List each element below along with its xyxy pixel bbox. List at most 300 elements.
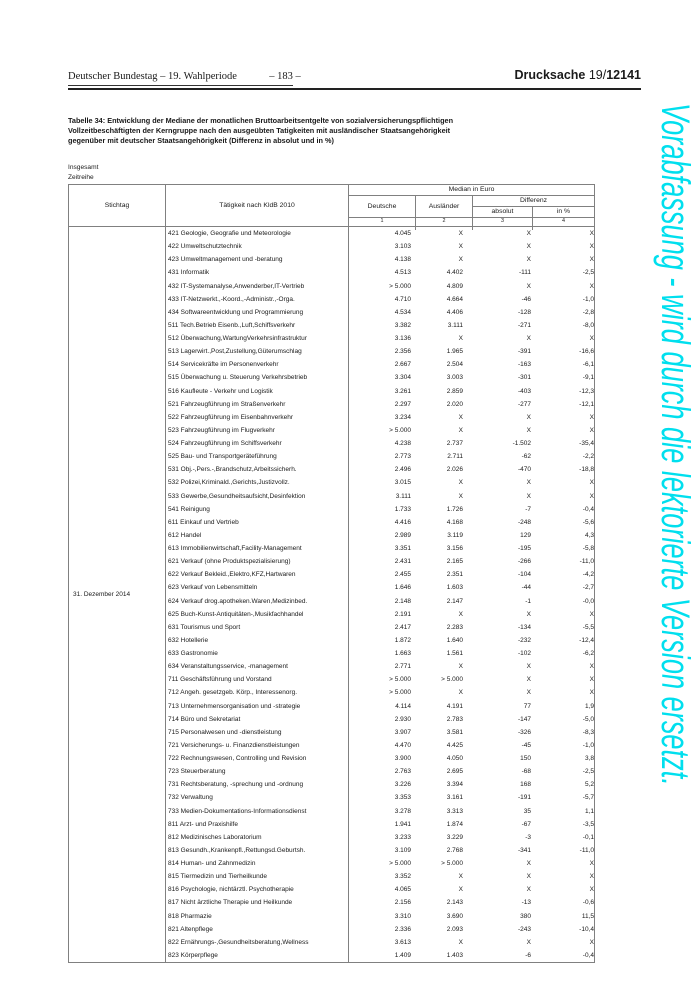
- cell-absolut: -232: [517, 636, 531, 644]
- series-label: Zeitreihe: [68, 174, 94, 181]
- cell-taetigkeit: 816 Psychologie, nichtärztl. Psychotherapie: [166, 883, 349, 896]
- cell-auslaender: 2.283: [446, 623, 463, 631]
- cell-auslaender: X: [458, 873, 463, 881]
- cell-auslaender: X: [458, 413, 463, 421]
- cell-taetigkeit: 522 Fahrzeugführung im Eisenbahnverkehr: [166, 411, 349, 424]
- cell-deutsche: 3.015: [394, 479, 411, 487]
- cell-auslaender: 2.143: [446, 899, 463, 907]
- cell-taetigkeit: 524 Fahrzeugführung im Schiffsverkehr: [166, 437, 349, 450]
- cell-in-pct: 3,8: [584, 755, 594, 763]
- cell-in-pct: -2,2: [582, 453, 594, 461]
- cell-in-pct: -5,8: [582, 545, 594, 553]
- table-row: [166, 726, 596, 739]
- table-row: [166, 266, 596, 279]
- cell-deutsche: 2.356: [394, 348, 411, 356]
- cell-absolut: X: [526, 230, 531, 238]
- table-row: [166, 332, 596, 345]
- cell-absolut: -341: [517, 846, 531, 854]
- table-row: [166, 411, 596, 424]
- cell-in-pct: -1,0: [582, 295, 594, 303]
- drucksache-session: 19/: [585, 68, 607, 82]
- cell-auslaender: 1.726: [446, 505, 463, 513]
- cell-taetigkeit: 515 Überwachung u. Steuerung Verkehrsbetrieb: [166, 371, 349, 384]
- cell-taetigkeit: 422 Umweltschutztechnik: [166, 240, 349, 253]
- cell-in-pct: -12,1: [579, 400, 594, 408]
- cell-in-pct: X: [589, 256, 594, 264]
- cell-auslaender: X: [458, 938, 463, 946]
- cell-deutsche: 4.534: [394, 308, 411, 316]
- cell-deutsche: 3.304: [394, 374, 411, 382]
- cell-auslaender: 1.640: [446, 636, 463, 644]
- cell-taetigkeit: 634 Veranstaltungsservice, -management: [166, 660, 349, 673]
- cell-in-pct: -2,8: [582, 308, 594, 316]
- cell-in-pct: -0,4: [582, 951, 594, 959]
- cell-auslaender: X: [458, 689, 463, 697]
- cell-in-pct: -5,0: [582, 715, 594, 723]
- cell-absolut: -46: [521, 295, 531, 303]
- table-row: [166, 424, 596, 437]
- cell-taetigkeit: 815 Tiermedizin und Tierheilkunde: [166, 870, 349, 883]
- cell-in-pct: X: [589, 663, 594, 671]
- cell-deutsche: 1.663: [394, 650, 411, 658]
- cell-deutsche: 2.156: [394, 899, 411, 907]
- table-row: [166, 595, 596, 608]
- cell-absolut: X: [526, 873, 531, 881]
- table-row: [166, 818, 596, 831]
- cell-in-pct: X: [589, 243, 594, 251]
- cell-auslaender: X: [458, 426, 463, 434]
- cell-deutsche: 2.763: [394, 768, 411, 776]
- cell-taetigkeit: 732 Verwaltung: [166, 791, 349, 804]
- cell-in-pct: -16,6: [579, 348, 594, 356]
- cell-auslaender: 4.406: [446, 308, 463, 316]
- cell-in-pct: X: [589, 230, 594, 238]
- cell-taetigkeit: 612 Handel: [166, 529, 349, 542]
- cell-in-pct: -10,4: [579, 925, 594, 933]
- cell-deutsche: 3.353: [394, 794, 411, 802]
- cell-in-pct: -0,1: [582, 833, 594, 841]
- cell-taetigkeit: 721 Versicherungs- u. Finanzdienstleistungen: [166, 739, 349, 752]
- cell-deutsche: 3.109: [394, 846, 411, 854]
- cell-in-pct: 5,2: [584, 781, 594, 789]
- table-row: [166, 345, 596, 358]
- cell-absolut: 77: [523, 702, 531, 710]
- cell-in-pct: 11,5: [581, 912, 594, 920]
- table-row: [166, 936, 596, 949]
- cell-in-pct: X: [589, 689, 594, 697]
- cell-deutsche: 2.496: [394, 466, 411, 474]
- cell-in-pct: -2,5: [582, 768, 594, 776]
- cell-absolut: X: [526, 256, 531, 264]
- cell-in-pct: 4,3: [584, 531, 594, 539]
- cell-absolut: -7: [525, 505, 531, 513]
- cell-deutsche: 2.989: [394, 531, 411, 539]
- table-row: [166, 306, 596, 319]
- table-title-line1: Tabelle 34: Entwicklung der Mediane der monatlichen Bruttoarbeitsentgelte von sozialversicherungspflichtigen: [68, 116, 454, 125]
- cell-taetigkeit: 711 Geschäftsführung und Vorstand: [166, 673, 349, 686]
- cell-in-pct: X: [589, 479, 594, 487]
- cell-auslaender: 1.965: [446, 348, 463, 356]
- cell-absolut: -266: [517, 558, 531, 566]
- cell-deutsche: 2.930: [394, 715, 411, 723]
- cell-absolut: 380: [520, 912, 531, 920]
- cell-taetigkeit: 632 Hotellerie: [166, 634, 349, 647]
- cell-deutsche: 3.136: [394, 335, 411, 343]
- cell-auslaender: 4.168: [446, 518, 463, 526]
- cell-deutsche: 3.226: [394, 781, 411, 789]
- cell-absolut: -13: [521, 899, 531, 907]
- cell-auslaender: 1.561: [446, 650, 463, 658]
- cell-auslaender: X: [458, 230, 463, 238]
- table-body-rows: [166, 227, 596, 962]
- table-row: [166, 870, 596, 883]
- col-number-4: 4: [533, 218, 594, 227]
- cell-deutsche: 3.111: [395, 492, 411, 500]
- cell-deutsche: > 5.000: [389, 860, 411, 868]
- cell-taetigkeit: 434 Softwareentwicklung und Programmierung: [166, 306, 349, 319]
- cell-absolut: 168: [520, 781, 531, 789]
- data-table: [68, 184, 595, 963]
- cell-deutsche: 4.114: [395, 702, 411, 710]
- cell-auslaender: 1.403: [446, 951, 463, 959]
- cell-absolut: X: [526, 860, 531, 868]
- table-row: [166, 713, 596, 726]
- cell-auslaender: 3.003: [446, 374, 463, 382]
- cell-taetigkeit: 516 Kaufleute - Verkehr und Logistik: [166, 385, 349, 398]
- table-row: [166, 437, 596, 450]
- cell-deutsche: 2.417: [394, 623, 411, 631]
- cell-absolut: X: [526, 426, 531, 434]
- cell-absolut: X: [526, 413, 531, 421]
- cell-deutsche: 4.238: [394, 440, 411, 448]
- table-row: [166, 319, 596, 332]
- table-row: [166, 923, 596, 936]
- cell-auslaender: 2.026: [446, 466, 463, 474]
- cell-auslaender: 2.020: [446, 400, 463, 408]
- cell-taetigkeit: 541 Reinigung: [166, 503, 349, 516]
- cell-auslaender: X: [458, 610, 463, 618]
- cell-taetigkeit: 433 IT-Netzwerkt.,-Koord.,-Administr.,-Orga.: [166, 293, 349, 306]
- table-row: [166, 844, 596, 857]
- cell-absolut: -104: [517, 571, 531, 579]
- cell-taetigkeit: 514 Servicekräfte im Personenverkehr: [166, 358, 349, 371]
- cell-deutsche: 3.907: [394, 728, 411, 736]
- cell-absolut: -470: [517, 466, 531, 474]
- table-row: [166, 805, 596, 818]
- cell-taetigkeit: 431 Informatik: [166, 266, 349, 279]
- cell-taetigkeit: 423 Umweltmanagement und -beratung: [166, 253, 349, 266]
- cell-auslaender: 2.737: [446, 440, 463, 448]
- cell-deutsche: 4.416: [394, 518, 411, 526]
- cell-deutsche: 2.455: [394, 571, 411, 579]
- cell-taetigkeit: 532 Polizei,Kriminald.,Gerichts,Justizvollz.: [166, 476, 349, 489]
- table-row: [166, 398, 596, 411]
- cell-absolut: -62: [521, 453, 531, 461]
- cell-in-pct: -12,3: [579, 387, 594, 395]
- table-row: [166, 752, 596, 765]
- col-header-stichtag: Stichtag: [69, 185, 166, 227]
- cell-auslaender: 4.809: [446, 282, 463, 290]
- cell-in-pct: -1,0: [582, 741, 594, 749]
- table-row: [166, 516, 596, 529]
- table-row: [166, 529, 596, 542]
- cell-auslaender: 4.050: [446, 755, 463, 763]
- cell-deutsche: 4.065: [394, 886, 411, 894]
- cell-in-pct: -6,2: [582, 650, 594, 658]
- cell-absolut: X: [526, 282, 531, 290]
- cell-taetigkeit: 814 Human- und Zahnmedizin: [166, 857, 349, 870]
- cell-in-pct: -0,0: [582, 597, 594, 605]
- cell-taetigkeit: 823 Körperpflege: [166, 949, 349, 962]
- cell-absolut: -128: [517, 308, 531, 316]
- header-rule-thin: [68, 85, 293, 86]
- table-row: [166, 621, 596, 634]
- cell-in-pct: X: [589, 676, 594, 684]
- cell-deutsche: 2.773: [394, 453, 411, 461]
- cell-absolut: -271: [517, 321, 531, 329]
- table-row: [166, 450, 596, 463]
- col-number-2: 2: [416, 218, 473, 227]
- cell-taetigkeit: 731 Rechtsberatung, -sprechung und -ordnung: [166, 778, 349, 791]
- col-number-3: 3: [473, 218, 533, 227]
- cell-deutsche: 3.278: [394, 807, 411, 815]
- cell-in-pct: -11,0: [579, 558, 594, 566]
- table-row: [166, 857, 596, 870]
- cell-absolut: X: [526, 335, 531, 343]
- table-row: [166, 293, 596, 306]
- col-header-differenz-group: Differenz: [473, 196, 594, 207]
- table-row: [166, 883, 596, 896]
- cell-absolut: X: [526, 886, 531, 894]
- cell-deutsche: 1.409: [394, 951, 411, 959]
- table-row: [166, 831, 596, 844]
- cell-absolut: X: [526, 610, 531, 618]
- table-row: [166, 542, 596, 555]
- table-row: [166, 227, 596, 240]
- scope-label: Insgesamt: [68, 164, 99, 171]
- cell-absolut: -326: [517, 728, 531, 736]
- cell-auslaender: X: [458, 479, 463, 487]
- cell-auslaender: X: [458, 256, 463, 264]
- cell-taetigkeit: 714 Büro und Sekretariat: [166, 713, 349, 726]
- cell-in-pct: -5,5: [582, 623, 594, 631]
- cell-deutsche: > 5.000: [389, 426, 411, 434]
- col-header-absolut: absolut: [473, 207, 533, 218]
- col-header-taetigkeit: Tätigkeit nach KldB 2010: [166, 185, 349, 227]
- cell-in-pct: -2,5: [582, 269, 594, 277]
- table-row: [166, 358, 596, 371]
- cell-taetigkeit: 712 Angeh. gesetzgeb. Körp., Interessenorg.: [166, 686, 349, 699]
- cell-absolut: -6: [525, 951, 531, 959]
- drucksache-label: [515, 68, 642, 82]
- cell-in-pct: -4,2: [582, 571, 594, 579]
- cell-taetigkeit: 623 Verkauf von Lebensmitteln: [166, 581, 349, 594]
- cell-auslaender: 4.664: [446, 295, 463, 303]
- cell-deutsche: 2.191: [394, 610, 411, 618]
- table-row: [166, 555, 596, 568]
- cell-taetigkeit: 525 Bau- und Transportgeräteführung: [166, 450, 349, 463]
- cell-auslaender: 2.859: [446, 387, 463, 395]
- cell-in-pct: -5,6: [582, 518, 594, 526]
- cell-absolut: X: [526, 689, 531, 697]
- drucksache-word: Drucksache: [514, 68, 586, 82]
- cell-auslaender: 3.119: [447, 531, 463, 539]
- cell-deutsche: 3.103: [394, 243, 411, 251]
- cell-taetigkeit: 624 Verkauf drog.apotheken.Waren,Medizinbed.: [166, 595, 349, 608]
- cell-deutsche: 4.045: [394, 230, 411, 238]
- cell-auslaender: 3.229: [446, 833, 463, 841]
- cell-absolut: -191: [517, 794, 531, 802]
- cell-taetigkeit: 723 Steuerberatung: [166, 765, 349, 778]
- cell-in-pct: -3,5: [582, 820, 594, 828]
- table-row: [166, 949, 596, 962]
- cell-auslaender: 2.783: [446, 715, 463, 723]
- cell-auslaender: X: [458, 886, 463, 894]
- cell-absolut: -301: [517, 374, 531, 382]
- cell-taetigkeit: 631 Tourismus und Sport: [166, 621, 349, 634]
- cell-taetigkeit: 533 Gewerbe,Gesundheitsaufsicht,Desinfektion: [166, 490, 349, 503]
- table-row: [166, 503, 596, 516]
- cell-in-pct: -8,3: [582, 728, 594, 736]
- col-header-auslaender: Ausländer: [416, 196, 473, 218]
- cell-absolut: -134: [517, 623, 531, 631]
- table-row: [166, 778, 596, 791]
- cell-deutsche: 2.336: [394, 925, 411, 933]
- cell-absolut: -403: [517, 387, 531, 395]
- table-row: [166, 673, 596, 686]
- cell-absolut: -44: [521, 584, 531, 592]
- cell-taetigkeit: 511 Tech.Betrieb Eisenb.,Luft,Schiffsverkehr: [166, 319, 349, 332]
- cell-auslaender: 2.768: [446, 846, 463, 854]
- cell-in-pct: -6,1: [582, 361, 594, 369]
- cell-absolut: -1: [525, 597, 531, 605]
- table-row: [166, 686, 596, 699]
- cell-in-pct: -0,6: [582, 899, 594, 907]
- cell-in-pct: X: [589, 335, 594, 343]
- cell-auslaender: 3.156: [446, 545, 463, 553]
- table-row: [166, 490, 596, 503]
- cell-auslaender: 4.402: [446, 269, 463, 277]
- cell-taetigkeit: 611 Einkauf und Vertrieb: [166, 516, 349, 529]
- cell-auslaender: 2.165: [446, 558, 463, 566]
- cell-deutsche: 3.233: [394, 833, 411, 841]
- cell-taetigkeit: 421 Geologie, Geografie und Meteorologie: [166, 227, 349, 240]
- cell-auslaender: X: [458, 663, 463, 671]
- cell-in-pct: X: [589, 610, 594, 618]
- cell-auslaender: X: [458, 243, 463, 251]
- cell-in-pct: -5,7: [582, 794, 594, 802]
- table-row: [166, 700, 596, 713]
- cell-deutsche: 3.352: [394, 873, 411, 881]
- cell-in-pct: -35,4: [579, 440, 594, 448]
- cell-in-pct: -18,8: [579, 466, 594, 474]
- cell-deutsche: > 5.000: [389, 282, 411, 290]
- cell-auslaender: 3.111: [447, 321, 463, 329]
- cell-taetigkeit: 512 Überwachung,WartungVerkehrsinfrastruktur: [166, 332, 349, 345]
- cell-in-pct: 1,1: [584, 807, 594, 815]
- cell-taetigkeit: 613 Immobilienwirtschaft,Facility-Management: [166, 542, 349, 555]
- cell-auslaender: X: [458, 492, 463, 500]
- table-row: [166, 791, 596, 804]
- cell-deutsche: 4.470: [394, 741, 411, 749]
- cell-taetigkeit: 531 Obj.-,Pers.-,Brandschutz,Arbeitssicherh.: [166, 463, 349, 476]
- cell-auslaender: 1.603: [446, 584, 463, 592]
- cell-in-pct: -8,0: [582, 321, 594, 329]
- cell-deutsche: 4.710: [394, 295, 411, 303]
- cell-auslaender: 3.313: [446, 807, 463, 815]
- table-row: [166, 581, 596, 594]
- cell-absolut: X: [526, 492, 531, 500]
- cell-deutsche: 3.234: [394, 413, 411, 421]
- cell-taetigkeit: 523 Fahrzeugführung im Flugverkehr: [166, 424, 349, 437]
- table-row: [166, 463, 596, 476]
- cell-taetigkeit: 713 Unternehmensorganisation und -strategie: [166, 700, 349, 713]
- cell-deutsche: 3.613: [394, 938, 411, 946]
- cell-taetigkeit: 818 Pharmazie: [166, 910, 349, 923]
- table-title: [68, 116, 608, 146]
- cell-absolut: -1.502: [512, 440, 531, 448]
- cell-deutsche: 1.872: [394, 636, 411, 644]
- cell-in-pct: X: [589, 886, 594, 894]
- cell-auslaender: 1.874: [446, 820, 463, 828]
- cell-auslaender: 4.425: [446, 741, 463, 749]
- cell-taetigkeit: 432 IT-Systemanalyse,Anwenderber,IT-Vertrieb: [166, 280, 349, 293]
- cell-deutsche: 2.297: [394, 400, 411, 408]
- cell-absolut: X: [526, 676, 531, 684]
- cell-absolut: -243: [517, 925, 531, 933]
- cell-auslaender: 2.695: [446, 768, 463, 776]
- cell-deutsche: 1.941: [394, 820, 411, 828]
- cell-taetigkeit: 821 Altenpflege: [166, 923, 349, 936]
- cell-in-pct: X: [589, 413, 594, 421]
- cell-absolut: X: [526, 243, 531, 251]
- table-title-line2: Vollzeitbeschäftigten der Kerngruppe nach den ausgeübten Tatigkeiten mit ausländischer Staatsangehörigkeit: [68, 126, 451, 135]
- cell-auslaender: 2.711: [447, 453, 463, 461]
- header-parliament-label: Deutscher Bundestag – 19. Wahlperiode: [68, 71, 237, 82]
- cell-absolut: 150: [520, 755, 531, 763]
- cell-deutsche: > 5.000: [389, 689, 411, 697]
- cell-deutsche: 2.771: [394, 663, 411, 671]
- table-row: [166, 476, 596, 489]
- cell-auslaender: 3.690: [446, 912, 463, 920]
- cell-in-pct: X: [589, 873, 594, 881]
- cell-absolut: -248: [517, 518, 531, 526]
- cell-absolut: -111: [518, 269, 531, 277]
- cell-absolut: -3: [525, 833, 531, 841]
- table-row: [166, 568, 596, 581]
- table-title-line3: gegenüber mit deutscher Staatsangehörigkeit (Differenz in absolut und in %): [68, 136, 334, 145]
- cell-taetigkeit: 513 Lagerwirt.,Post,Zustellung,Güterumschlag: [166, 345, 349, 358]
- cell-absolut: -147: [517, 715, 531, 723]
- col-header-in-pct: in %: [533, 207, 594, 218]
- table-row: [166, 253, 596, 266]
- cell-auslaender: 2.351: [446, 571, 463, 579]
- cell-auslaender: 3.394: [446, 781, 463, 789]
- cell-in-pct: 1,9: [584, 702, 594, 710]
- cell-in-pct: -0,4: [582, 505, 594, 513]
- cell-taetigkeit: 822 Ernährungs-,Gesundheitsberatung,Wellness: [166, 936, 349, 949]
- table-row: [166, 240, 596, 253]
- cell-absolut: -67: [521, 820, 531, 828]
- cell-deutsche: 4.138: [394, 256, 411, 264]
- header-rule-thick: [68, 88, 641, 90]
- cell-absolut: -163: [517, 361, 531, 369]
- cell-taetigkeit: 715 Personalwesen und -dienstleistung: [166, 726, 349, 739]
- cell-taetigkeit: 621 Verkauf (ohne Produktspezialisierung): [166, 555, 349, 568]
- cell-auslaender: > 5.000: [441, 860, 463, 868]
- cell-in-pct: -12,4: [579, 636, 594, 644]
- cell-deutsche: 3.310: [394, 912, 411, 920]
